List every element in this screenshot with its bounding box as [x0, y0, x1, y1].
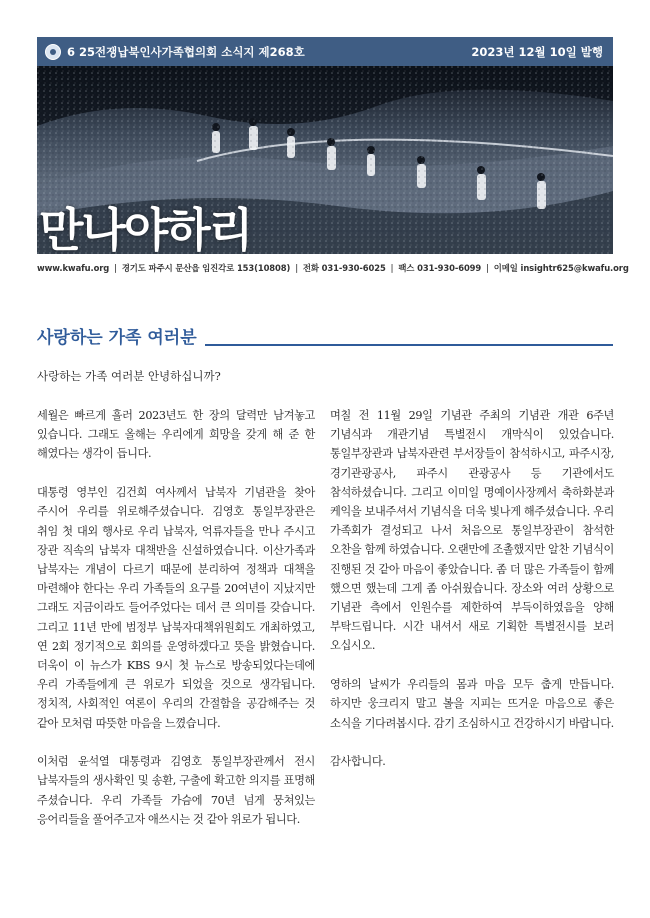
- paragraph: 이처럼 윤석열 대통령과 김영호 통일부장관께서 전시 납북자들의 생사확인 및 송환, 구출에 확고한 의지를 표명해 주셨습니다. 우리 가족들 가슴에 70년 넘게 뭉쳐있는 응어리들을 풀어주고자 애쓰시는 것 같아 위로가 됩니다.: [37, 755, 315, 826]
- greeting-text: 사랑하는 가족 여러분 안녕하십니까?: [37, 369, 221, 383]
- paragraph: 영하의 날씨가 우리들의 몸과 마음 모두 춥게 만듭니다. 하지만 웅크리지 말고 볼을 지피는 뜨거운 마음으로 좋은 소식을 기다려봅시다. 감기 조심하시고 건강하시기 바랍니다.: [330, 678, 614, 730]
- article-heading: 사랑하는 가족 여러분: [37, 328, 197, 348]
- newsletter-title: 6 25전쟁납북인사가족협의회 소식지 제268호: [67, 44, 305, 59]
- heading-rule: [205, 344, 613, 346]
- publish-date: 2023년 12월 10일 발행: [471, 44, 603, 59]
- hero-title: 만나야하리: [39, 203, 252, 254]
- section-heading: [37, 327, 613, 349]
- masthead-bar: [37, 37, 613, 66]
- address-text: 경기도 파주시 문산읍 임진각로 153(10808): [121, 263, 291, 273]
- paragraph: 며칠 전 11월 29일 기념관 주최의 기념관 개관 6주년 기념식과 개관기념 특별전시 개막식이 있었습니다. 통일부장관과 납북자관련 부서장들이 참석하시고, 파주시장, 경기관광공사, 파주시 관광공사 등 기관에서도 참석하셨습니다. 그리고 이미일 명예이사장께서 축하화분과 케익을 보내주셔서 기념식을 더욱 빛나게 해주셨습니다. 우리 가족회가 결성되고 나서 처음으로 통일부장관이 참석한 오찬을 함께 하였습니다. 오랜만에 조촐했지만 알찬 기념식이 진행된 것 같아 마음이 좋았습니다. 좀 더 많은 가족들이 함께 했으면 했는데 그게 좀 아쉬웠습니다. 장소와 여러 상황으로 기념관 측에서 인원수를 제한하여 부득이하였음을 양해 부탁드립니다. 시간 내셔서 새로 기획한 특별전시를 보러 오십시오.: [330, 409, 614, 653]
- right-column: [330, 406, 614, 791]
- fax-text: 팩스 031-930-6099: [398, 263, 482, 273]
- website-link[interactable]: www.kwafu.org: [37, 263, 110, 273]
- paragraph: 세월은 빠르게 흘러 2023년도 한 장의 달력만 남겨놓고 있습니다. 그래도 올해는 우리에게 희망을 갖게 해 준 한 해였다는 생각이 듭니다.: [37, 409, 315, 461]
- contact-line: www.kwafu.org | 경기도 파주시 문산읍 임진각로 153(10808) | 전화 031-930-6025 | 팩스 031-930-6099 | 이메일 insightr625@kwafu.org: [37, 263, 629, 273]
- hero-photo: [37, 66, 613, 254]
- email-text: 이메일 insightr625@kwafu.org: [493, 263, 629, 273]
- phone-text: 전화 031-930-6025: [302, 263, 386, 273]
- closing: 감사합니다.: [330, 755, 386, 769]
- left-column: [37, 406, 315, 849]
- paragraph: 대통령 영부인 김건희 여사께서 납북자 기념관을 찾아 주시어 우리를 위로해주셨습니다. 김영호 통일부장관은 취임 첫 대외 행사로 우리 납북자, 억류자들을 만나 주시고 장관 직속의 납북자 대책반을 신설하였습니다. 이산가족과 납북자는 개념이 다르기 때문에 분리하여 정책과 대책을 마련해야 한다는 우리 가족들의 요구를 20여년이 지났지만 그래도 지금이라도 들어주었다는 데서 큰 의미를 갖습니다. 그리고 11년 만에 범정부 납북자대책위원회도 개최하였고, 연 2회 정기적으로 회의를 운영하겠다고 뜻을 밝혔습니다. 더욱이 이 뉴스가 KBS 9시 첫 뉴스로 방송되었다는데에 우리 가족들에게 큰 위로가 되었을 것으로 생각됩니다. 정치적, 사회적인 여론이 우리의 간절함을 공감해주는 것 같아 모처럼 따뜻한 마음을 느꼈습니다.: [37, 486, 315, 730]
- flower-logo-icon: [45, 44, 61, 60]
